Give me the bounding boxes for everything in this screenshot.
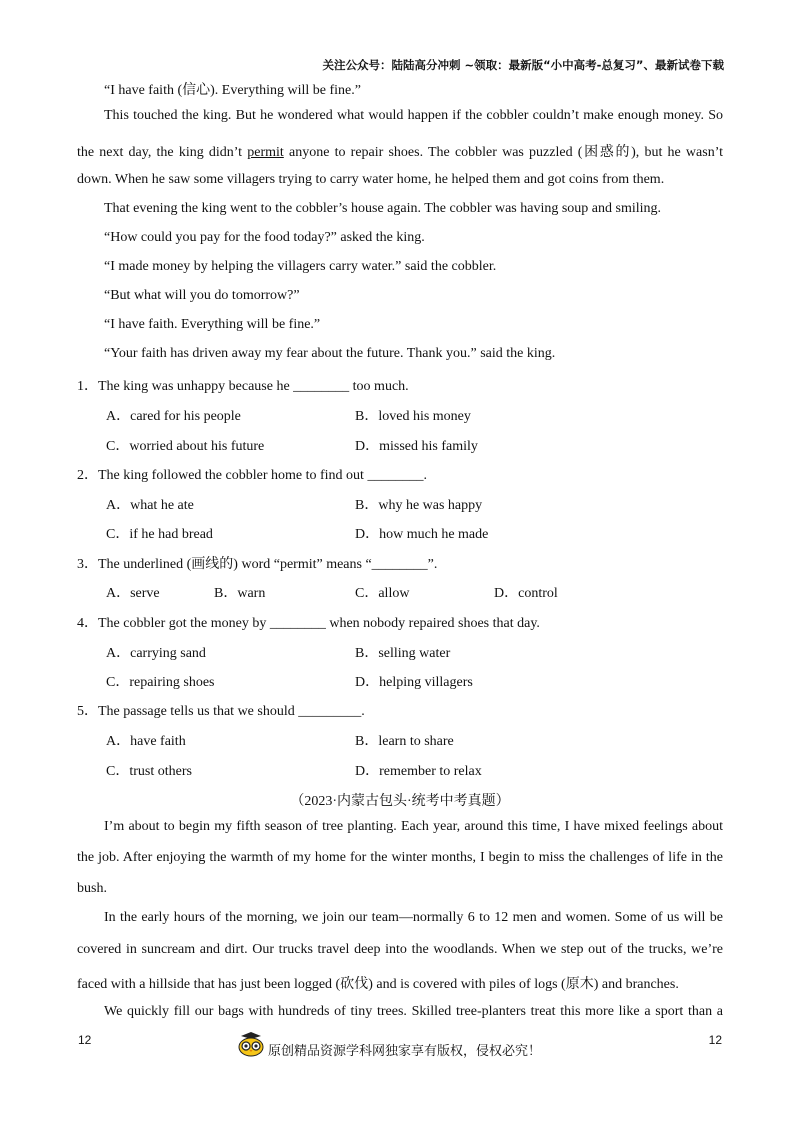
option-b: B．why he was happy (355, 498, 483, 513)
option-b: B．warn (214, 586, 266, 601)
text: anyone to repair shoes. The cobbler was puzzled (困惑的), but he wasn’t (283, 145, 723, 160)
paragraph: We quickly fill our bags with hundreds of tiny trees. Skilled tree-planters treat this more like a sport than a (104, 1004, 723, 1019)
paragraph: “How could you pay for the food today?” asked the king. (104, 230, 425, 245)
question-stem: 3．The underlined (画线的) word “permit” means “________”. (77, 557, 438, 572)
text: the next day, the king didn’t (77, 145, 248, 160)
owl-logo-icon (236, 1031, 266, 1057)
option-a: A．cared for his people (106, 409, 241, 424)
paragraph-line: down. When he saw some villagers trying to carry water home, he helped them and got coins from them. (77, 172, 665, 187)
option-c: C．worried about his future (106, 439, 265, 454)
copyright-notice: 原创精品资源学科网独家享有版权，侵权必究！ (268, 1044, 542, 1059)
page-number-left: 12 (78, 1033, 92, 1047)
option-a: A．have faith (106, 734, 186, 749)
option-b: B．learn to share (355, 734, 454, 749)
option-d: D．how much he made (355, 527, 489, 542)
paragraph-line: covered in suncream and dirt. Our trucks travel deep into the woodlands. When we step out of the trucks, we’re (77, 942, 723, 957)
option-c: C．allow (355, 586, 410, 601)
option-c: C．repairing shoes (106, 675, 215, 690)
paragraph: I’m about to begin my fifth season of tree planting. Each year, around this time, I have mixed feelings about (104, 819, 723, 834)
option-b: B．selling water (355, 646, 451, 661)
option-b: B．loved his money (355, 409, 471, 424)
paragraph: “I have faith. Everything will be fine.” (104, 317, 321, 332)
question-stem: 4．The cobbler got the money by ________ when nobody repaired shoes that day. (77, 616, 540, 631)
paragraph: “I made money by helping the villagers carry water.” said the cobbler. (104, 259, 497, 274)
option-a: A．carrying sand (106, 646, 206, 661)
option-d: D．remember to relax (355, 764, 482, 779)
paragraph-line: faced with a hillside that has just been logged (砍伐) and is covered with piles of logs (原木) and branches. (77, 977, 679, 992)
paragraph: “But what will you do tomorrow?” (104, 288, 300, 303)
paragraph-line (77, 141, 723, 161)
option-d: D．control (494, 586, 558, 601)
paragraph: That evening the king went to the cobbler’s house again. The cobbler was having soup and smiling. (104, 201, 662, 216)
question-stem: 1．The king was unhappy because he ________ too much. (77, 379, 409, 394)
paragraph: In the early hours of the morning, we join our team—normally 6 to 12 men and women. Some of us will be (104, 910, 723, 925)
page-number-right: 12 (708, 1033, 722, 1047)
option-a: A．what he ate (106, 498, 194, 513)
option-d: D．missed his family (355, 439, 478, 454)
underlined-word: permit (247, 145, 284, 160)
question-stem: 2．The king followed the cobbler home to find out ________. (77, 468, 427, 483)
paragraph-line: the job. After enjoying the warmth of my home for the winter months, I begin to miss the challenges of life in the (77, 850, 723, 865)
option-d: D．helping villagers (355, 675, 473, 690)
header-note: 关注公众号：陆陆高分冲刺 ~领取：最新版“小中高考-总复习”、最新试卷下载 (322, 58, 724, 72)
option-c: C．if he had bread (106, 527, 213, 542)
source-tag: （2023·内蒙古包头·统考中考真题） (290, 794, 510, 809)
option-a: A．serve (106, 586, 160, 601)
paragraph: “I have faith (信心). Everything will be fine.” (104, 83, 361, 98)
paragraph-line: bush. (77, 881, 107, 896)
option-c: C．trust others (106, 764, 192, 779)
paragraph: This touched the king. But he wondered what would happen if the cobbler couldn’t make enough money. So (104, 108, 723, 123)
question-stem: 5．The passage tells us that we should _________. (77, 704, 365, 719)
paragraph: “Your faith has driven away my fear about the future. Thank you.” said the king. (104, 346, 556, 361)
